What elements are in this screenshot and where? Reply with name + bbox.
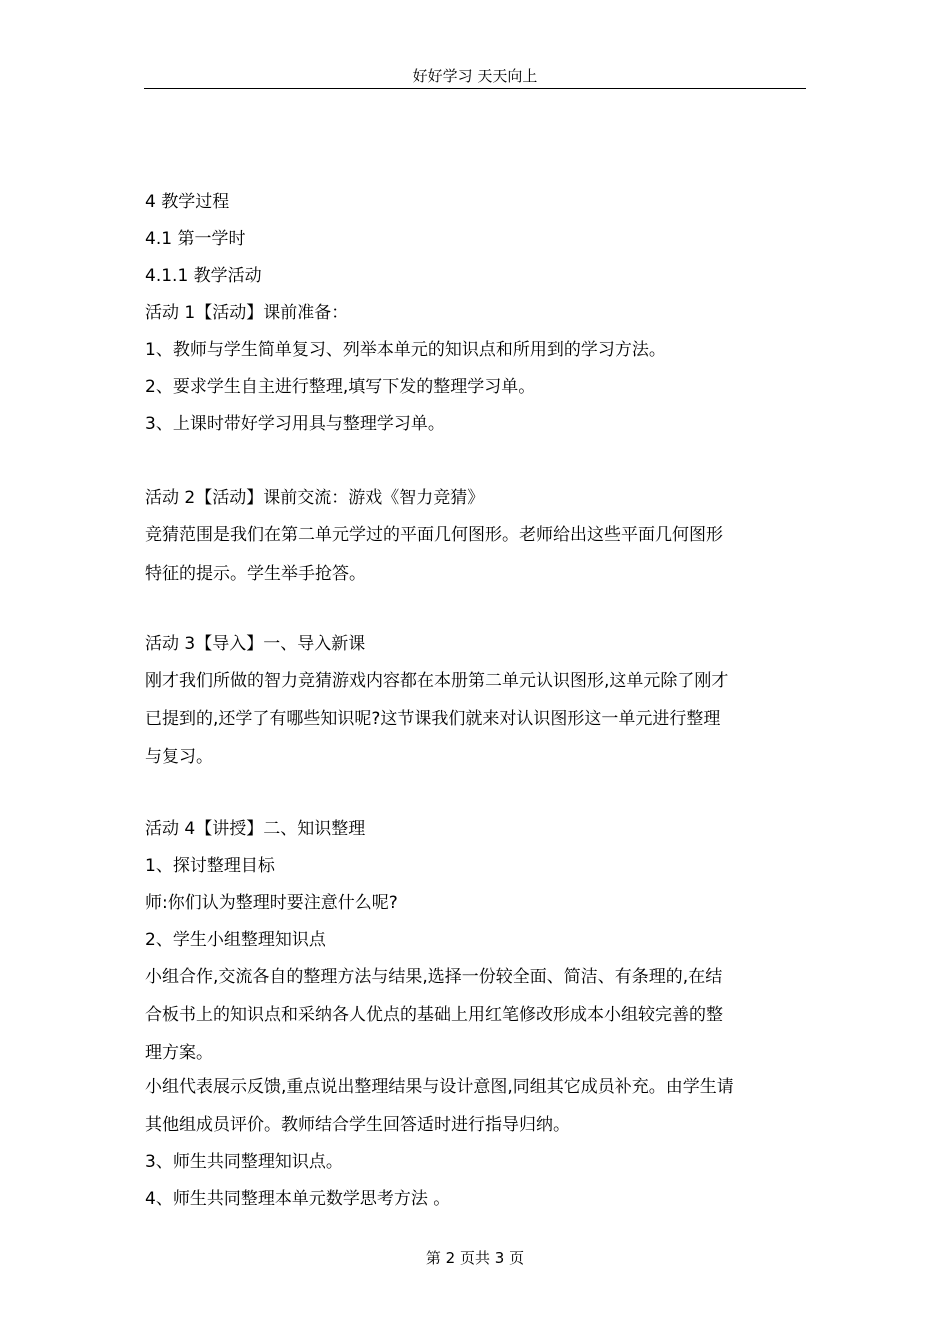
activity-3-text: 刚才我们所做的智力竞猜游戏内容都在本册第二单元认识图形,这单元除了刚才 [145, 671, 729, 691]
header-rule [144, 88, 806, 89]
activity-4-text: 理方案。 [145, 1043, 213, 1063]
page-header: 好好学习 天天向上 [412, 67, 538, 85]
activity-1-item: 3、上课时带好学习用具与整理学习单。 [145, 414, 445, 434]
activity-2-text: 竞猜范围是我们在第二单元学过的平面几何图形。老师给出这些平面几何图形 [145, 525, 723, 545]
subsubsection-heading: 4.1.1 教学活动 [145, 266, 262, 286]
activity-4-text: 合板书上的知识点和采纳各人优点的基础上用红笔修改形成本小组较完善的整 [145, 1005, 723, 1025]
activity-1-title: 活动 1【活动】课前准备： [145, 303, 349, 323]
subsection-heading: 4.1 第一学时 [145, 229, 246, 249]
page-footer: 第 2 页共 3 页 [425, 1249, 525, 1267]
activity-1-item: 1、教师与学生简单复习、列举本单元的知识点和所用到的学习方法。 [145, 340, 666, 360]
activity-4-title: 活动 4【讲授】二、知识整理 [145, 819, 366, 839]
activity-4-text: 2、学生小组整理知识点 [145, 930, 326, 950]
activity-1-item: 2、要求学生自主进行整理,填写下发的整理学习单。 [145, 377, 536, 397]
section-heading: 4 教学过程 [145, 192, 230, 212]
activity-4-text: 1、探讨整理目标 [145, 856, 275, 876]
activity-2-title: 活动 2【活动】课前交流：游戏《智力竞猜》 [145, 488, 485, 508]
activity-4-text: 3、师生共同整理知识点。 [145, 1152, 343, 1172]
activity-4-text: 其他组成员评价。教师结合学生回答适时进行指导归纳。 [145, 1115, 570, 1135]
activity-4-text: 小组代表展示反馈,重点说出整理结果与设计意图,同组其它成员补充。由学生请 [145, 1077, 734, 1097]
activity-3-title: 活动 3【导入】一、导入新课 [145, 634, 366, 654]
activity-3-text: 已提到的,还学了有哪些知识呢?这节课我们就来对认识图形这一单元进行整理 [145, 709, 721, 729]
activity-4-text: 4、师生共同整理本单元数学思考方法 。 [145, 1189, 451, 1209]
activity-4-text: 小组合作,交流各自的整理方法与结果,选择一份较全面、简洁、有条理的,在结 [145, 967, 723, 987]
activity-4-text: 师:你们认为整理时要注意什么呢? [145, 893, 398, 913]
activity-2-text: 特征的提示。学生举手抢答。 [145, 564, 366, 584]
activity-3-text: 与复习。 [145, 747, 213, 767]
